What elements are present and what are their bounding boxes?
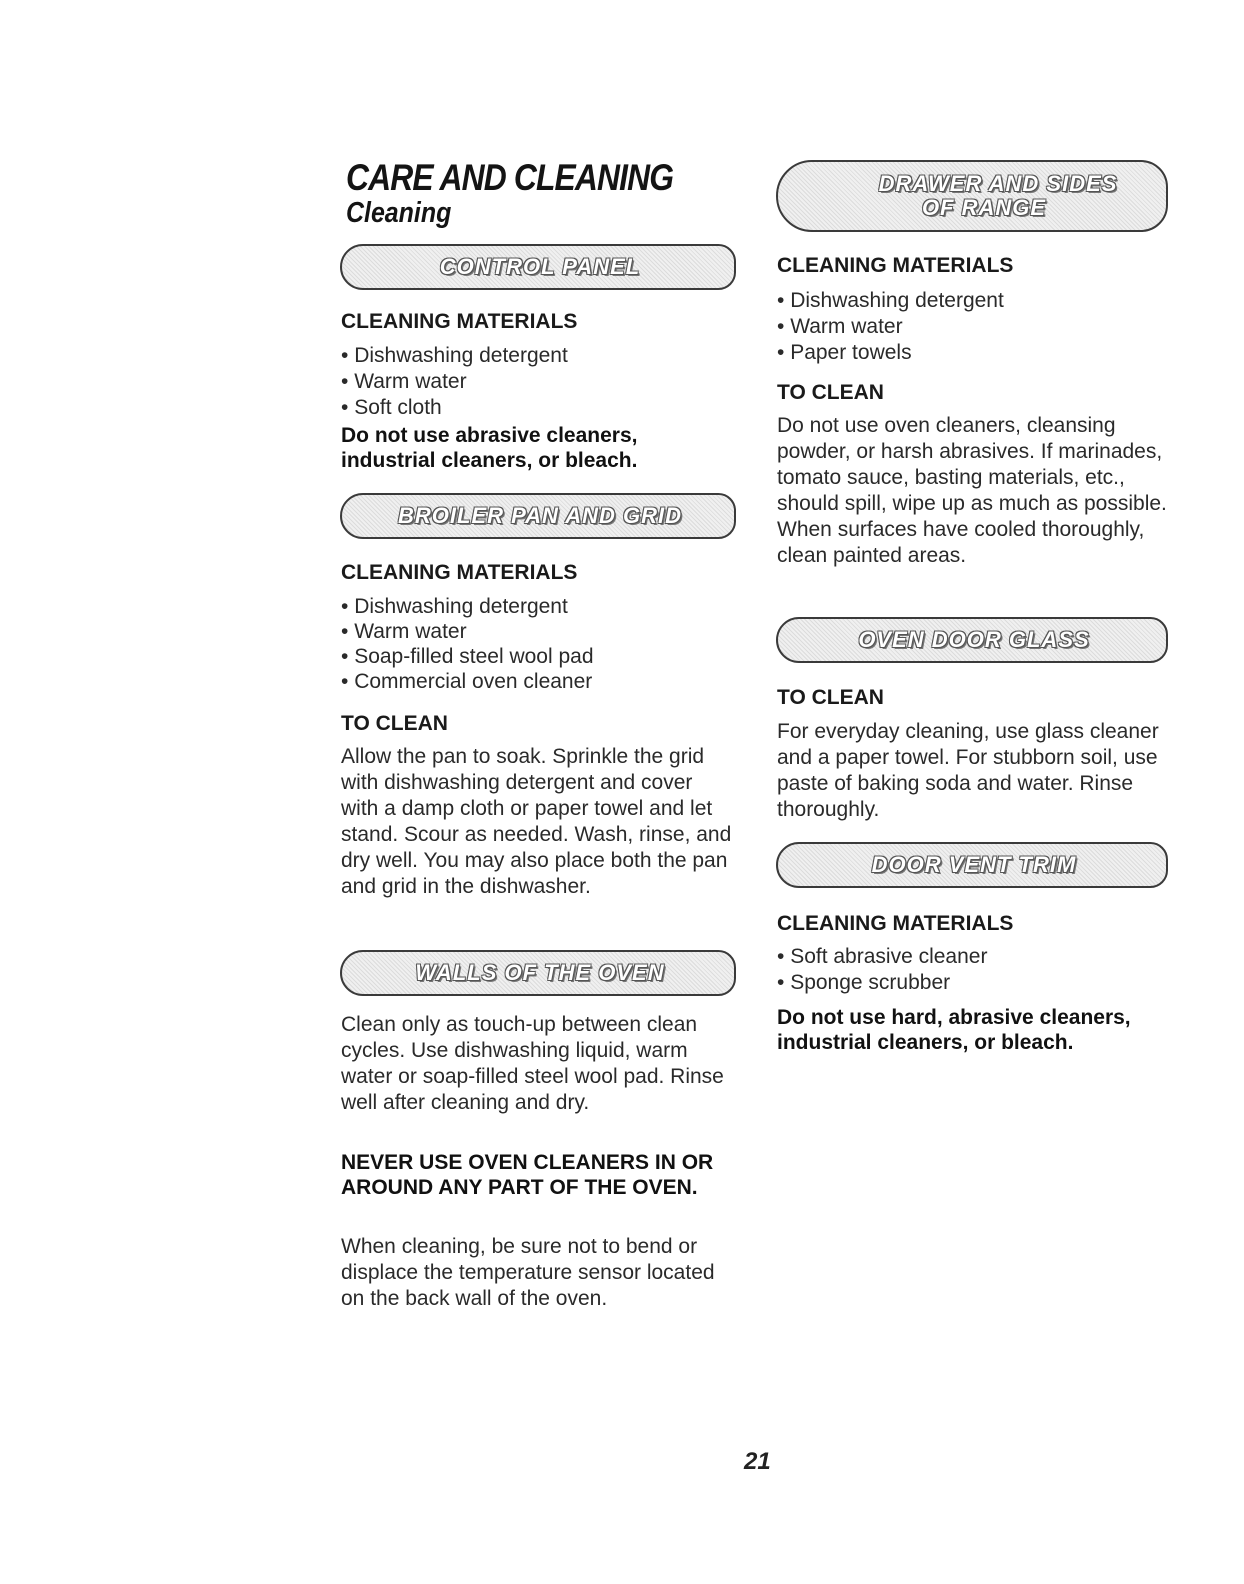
control-panel-materials-heading: CLEANING MATERIALS — [341, 310, 578, 333]
door-vent-trim-materials-heading: CLEANING MATERIALS — [777, 912, 1014, 935]
oven-door-glass-clean-text: For everyday cleaning, use glass cleaner and a paper towel. For stubborn soil, use paste of baking soda and water. Rinse thoroughly. — [777, 720, 1159, 821]
list-item: • Soft abrasive cleaner — [777, 944, 987, 970]
drawer-sides-materials-heading: CLEANING MATERIALS — [777, 254, 1014, 277]
broiler-pan-clean-heading: TO CLEAN — [341, 712, 448, 735]
list-item: • Soft cloth — [341, 395, 568, 421]
list-item: • Dishwashing detergent — [777, 288, 1004, 314]
control-panel-materials-list — [341, 343, 568, 421]
broiler-pan-materials-heading: CLEANING MATERIALS — [341, 561, 578, 584]
drawer-sides-banner — [776, 160, 1168, 232]
broiler-pan-materials-list — [341, 594, 594, 694]
walls-of-oven-warning: NEVER USE OVEN CLEANERS IN OR AROUND ANY PART OF THE OVEN. — [341, 1151, 714, 1199]
control-panel-warning: Do not use abrasive cleaners, industrial cleaners, or bleach. — [341, 424, 638, 472]
door-vent-trim-materials-list — [777, 944, 987, 996]
drawer-sides-materials-list — [777, 288, 1004, 366]
list-item: • Dishwashing detergent — [341, 594, 594, 619]
walls-of-oven-note: When cleaning, be sure not to bend or displace the temperature sensor located on the back wall of the oven. — [341, 1235, 715, 1310]
drawer-sides-banner-label — [778, 162, 1168, 230]
walls-of-oven-banner-label: WALLS OF THE OVEN — [415, 960, 665, 985]
broiler-pan-clean-text: Allow the pan to soak. Sprinkle the grid with dishwashing detergent and cover with a damp cloth or paper towel and let stand. Scour as needed. Wash, rinse, and dry well. You may also place both the pan and grid in the dishwasher. — [341, 745, 732, 898]
drawer-sides-clean-heading: TO CLEAN — [777, 381, 884, 404]
walls-of-oven-text: Clean only as touch-up between clean cycles. Use dishwashing liquid, warm water or soap-filled steel wool pad. Rinse well after cleaning and dry. — [341, 1013, 724, 1114]
door-vent-trim-banner — [776, 842, 1168, 888]
door-vent-trim-warning: Do not use hard, abrasive cleaners, industrial cleaners, or bleach. — [777, 1006, 1131, 1054]
list-item: • Paper towels — [777, 340, 1004, 366]
list-item: • Soap-filled steel wool pad — [341, 644, 594, 669]
drawer-sides-clean-text: Do not use oven cleaners, cleansing powder, or harsh abrasives. If marinades, tomato sauce, basting materials, etc., should spill, wipe up as much as possible. When surfaces have cooled thoroughly, clean painted areas. — [777, 414, 1167, 567]
broiler-pan-banner-label: BROILER PAN AND GRID — [398, 503, 682, 528]
broiler-pan-banner — [340, 493, 736, 539]
page-number: 21 — [744, 1448, 771, 1475]
control-panel-banner — [340, 244, 736, 290]
walls-of-oven-banner — [340, 950, 736, 996]
control-panel-banner-label: CONTROL PANEL — [439, 254, 641, 279]
list-item: • Warm water — [341, 369, 568, 395]
page-subtitle: Cleaning — [346, 197, 452, 229]
drawer-sides-banner-line2: OF RANGE — [921, 195, 1047, 220]
list-item: • Commercial oven cleaner — [341, 669, 594, 694]
oven-door-glass-banner — [776, 617, 1168, 663]
drawer-sides-banner-line1: DRAWER AND SIDES — [878, 171, 1118, 196]
oven-door-glass-banner-label: OVEN DOOR GLASS — [858, 627, 1090, 652]
list-item: • Dishwashing detergent — [341, 343, 568, 369]
page-title: CARE AND CLEANING — [346, 157, 674, 198]
list-item: • Warm water — [341, 619, 594, 644]
oven-door-glass-clean-heading: TO CLEAN — [777, 686, 884, 709]
door-vent-trim-banner-label: DOOR VENT TRIM — [871, 852, 1077, 877]
list-item: • Warm water — [777, 314, 1004, 340]
list-item: • Sponge scrubber — [777, 970, 987, 996]
